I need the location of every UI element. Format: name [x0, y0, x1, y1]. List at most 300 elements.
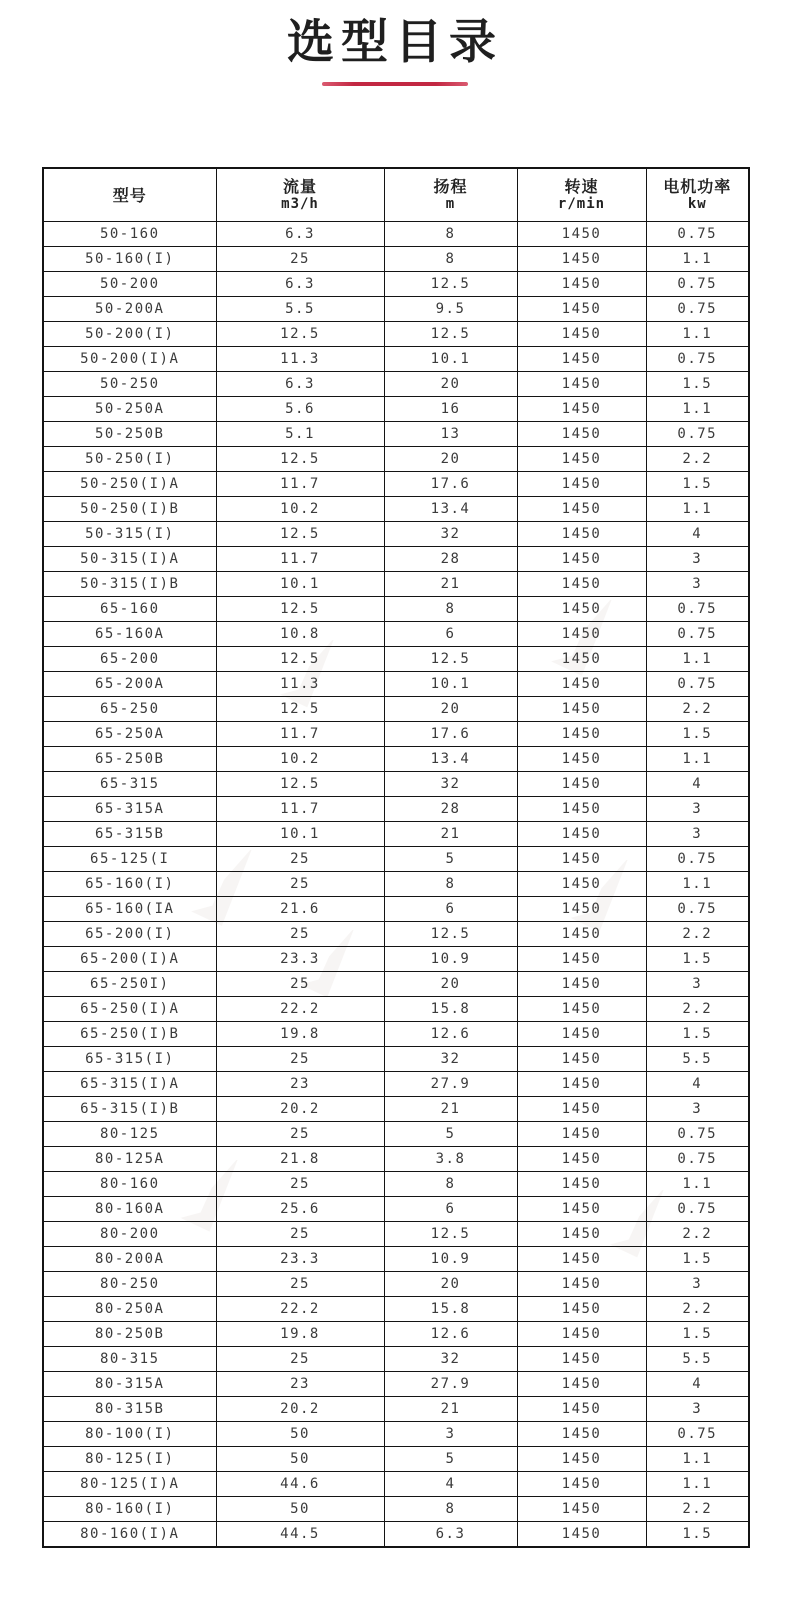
model-cell: 50-250(I) — [43, 447, 216, 472]
model-cell: 50-160(I) — [43, 247, 216, 272]
title-underline — [322, 82, 468, 86]
flow-cell: 25.6 — [216, 1197, 384, 1222]
head-cell: 6 — [384, 897, 517, 922]
speed-cell: 1450 — [517, 597, 646, 622]
speed-cell: 1450 — [517, 1247, 646, 1272]
header-model — [43, 168, 216, 222]
header-power-unit: kw — [687, 196, 707, 212]
head-cell: 20 — [384, 447, 517, 472]
head-cell: 5 — [384, 1447, 517, 1472]
table-row — [43, 547, 749, 572]
model-cell: 50-200 — [43, 272, 216, 297]
speed-cell: 1450 — [517, 772, 646, 797]
model-cell: 65-250B — [43, 747, 216, 772]
power-cell: 4 — [646, 772, 749, 797]
power-cell: 3 — [646, 547, 749, 572]
power-cell: 1.5 — [646, 722, 749, 747]
speed-cell: 1450 — [517, 247, 646, 272]
table-row — [43, 372, 749, 397]
model-cell: 50-315(I)B — [43, 572, 216, 597]
power-cell: 5.5 — [646, 1347, 749, 1372]
speed-cell: 1450 — [517, 322, 646, 347]
head-cell: 20 — [384, 1272, 517, 1297]
flow-cell: 25 — [216, 1047, 384, 1072]
flow-cell: 25 — [216, 1222, 384, 1247]
table-row — [43, 822, 749, 847]
head-cell: 20 — [384, 972, 517, 997]
power-cell: 3 — [646, 972, 749, 997]
table-row — [43, 1322, 749, 1347]
model-cell: 65-315(I) — [43, 1047, 216, 1072]
flow-cell: 23.3 — [216, 947, 384, 972]
speed-cell: 1450 — [517, 522, 646, 547]
flow-cell: 23.3 — [216, 1247, 384, 1272]
head-cell: 3.8 — [384, 1147, 517, 1172]
flow-cell: 10.2 — [216, 747, 384, 772]
speed-cell: 1450 — [517, 272, 646, 297]
head-cell: 5 — [384, 1122, 517, 1147]
flow-cell: 19.8 — [216, 1322, 384, 1347]
model-cell: 50-250A — [43, 397, 216, 422]
table-row — [43, 872, 749, 897]
speed-cell: 1450 — [517, 672, 646, 697]
table-row — [43, 747, 749, 772]
power-cell: 0.75 — [646, 422, 749, 447]
head-cell: 20 — [384, 697, 517, 722]
power-cell: 2.2 — [646, 922, 749, 947]
table-row — [43, 347, 749, 372]
flow-cell: 19.8 — [216, 1022, 384, 1047]
table-row — [43, 847, 749, 872]
speed-cell: 1450 — [517, 1172, 646, 1197]
power-cell: 2.2 — [646, 697, 749, 722]
flow-cell: 11.7 — [216, 722, 384, 747]
speed-cell: 1450 — [517, 222, 646, 247]
model-cell: 65-250I) — [43, 972, 216, 997]
speed-cell: 1450 — [517, 747, 646, 772]
head-cell: 8 — [384, 222, 517, 247]
header-head — [384, 168, 517, 222]
speed-cell: 1450 — [517, 822, 646, 847]
head-cell: 15.8 — [384, 997, 517, 1022]
power-cell: 1.1 — [646, 1172, 749, 1197]
table-row — [43, 897, 749, 922]
table-row — [43, 472, 749, 497]
flow-cell: 12.5 — [216, 447, 384, 472]
speed-cell: 1450 — [517, 397, 646, 422]
model-cell: 80-200 — [43, 1222, 216, 1247]
header-flow — [216, 168, 384, 222]
flow-cell: 25 — [216, 847, 384, 872]
head-cell: 13 — [384, 422, 517, 447]
flow-cell: 20.2 — [216, 1097, 384, 1122]
head-cell: 12.5 — [384, 647, 517, 672]
flow-cell: 11.7 — [216, 472, 384, 497]
head-cell: 28 — [384, 547, 517, 572]
power-cell: 4 — [646, 1372, 749, 1397]
speed-cell: 1450 — [517, 847, 646, 872]
table-row — [43, 1447, 749, 1472]
head-cell: 10.1 — [384, 347, 517, 372]
flow-cell: 50 — [216, 1422, 384, 1447]
power-cell: 1.5 — [646, 472, 749, 497]
speed-cell: 1450 — [517, 1472, 646, 1497]
header-power-label: 电机功率 — [663, 177, 732, 196]
model-cell: 50-200A — [43, 297, 216, 322]
power-cell: 0.75 — [646, 597, 749, 622]
flow-cell: 25 — [216, 1172, 384, 1197]
table-row — [43, 447, 749, 472]
head-cell: 8 — [384, 1497, 517, 1522]
flow-cell: 25 — [216, 1272, 384, 1297]
speed-cell: 1450 — [517, 1097, 646, 1122]
table-row — [43, 1372, 749, 1397]
head-cell: 10.1 — [384, 672, 517, 697]
power-cell: 2.2 — [646, 447, 749, 472]
flow-cell: 25 — [216, 872, 384, 897]
head-cell: 12.6 — [384, 1022, 517, 1047]
speed-cell: 1450 — [517, 1047, 646, 1072]
head-cell: 12.5 — [384, 1222, 517, 1247]
model-cell: 50-250B — [43, 422, 216, 447]
speed-cell: 1450 — [517, 347, 646, 372]
table-row — [43, 947, 749, 972]
power-cell: 1.5 — [646, 1322, 749, 1347]
model-cell: 50-200(I)A — [43, 347, 216, 372]
flow-cell: 50 — [216, 1447, 384, 1472]
model-cell: 80-125A — [43, 1147, 216, 1172]
power-cell: 1.5 — [646, 1522, 749, 1548]
speed-cell: 1450 — [517, 1322, 646, 1347]
header-power — [646, 168, 749, 222]
model-cell: 50-250(I)B — [43, 497, 216, 522]
model-cell: 65-315(I)B — [43, 1097, 216, 1122]
flow-cell: 22.2 — [216, 1297, 384, 1322]
flow-cell: 44.5 — [216, 1522, 384, 1548]
model-cell: 65-315 — [43, 772, 216, 797]
table-row — [43, 672, 749, 697]
speed-cell: 1450 — [517, 1397, 646, 1422]
header-flow-unit: m3/h — [281, 196, 319, 212]
model-cell: 80-125(I) — [43, 1447, 216, 1472]
flow-cell: 10.1 — [216, 822, 384, 847]
table-row — [43, 1422, 749, 1447]
power-cell: 1.5 — [646, 1022, 749, 1047]
model-cell: 65-250(I)B — [43, 1022, 216, 1047]
power-cell: 2.2 — [646, 1297, 749, 1322]
speed-cell: 1450 — [517, 1347, 646, 1372]
flow-cell: 11.3 — [216, 347, 384, 372]
speed-cell: 1450 — [517, 1372, 646, 1397]
table-row — [43, 622, 749, 647]
flow-cell: 21.8 — [216, 1147, 384, 1172]
flow-cell: 22.2 — [216, 997, 384, 1022]
power-cell: 1.1 — [646, 647, 749, 672]
power-cell: 0.75 — [646, 1147, 749, 1172]
speed-cell: 1450 — [517, 1022, 646, 1047]
head-cell: 6 — [384, 1197, 517, 1222]
page-title: 选型目录 — [287, 15, 503, 70]
power-cell: 1.1 — [646, 1447, 749, 1472]
speed-cell: 1450 — [517, 972, 646, 997]
flow-cell: 12.5 — [216, 597, 384, 622]
table-row — [43, 1072, 749, 1097]
flow-cell: 11.3 — [216, 672, 384, 697]
head-cell: 5 — [384, 847, 517, 872]
head-cell: 32 — [384, 772, 517, 797]
model-cell: 65-200 — [43, 647, 216, 672]
flow-cell: 21.6 — [216, 897, 384, 922]
flow-cell: 10.2 — [216, 497, 384, 522]
flow-cell: 10.8 — [216, 622, 384, 647]
table-row — [43, 1347, 749, 1372]
power-cell: 0.75 — [646, 1422, 749, 1447]
flow-cell: 6.3 — [216, 372, 384, 397]
head-cell: 16 — [384, 397, 517, 422]
model-cell: 80-250A — [43, 1297, 216, 1322]
speed-cell: 1450 — [517, 722, 646, 747]
model-cell: 65-160(I) — [43, 872, 216, 897]
model-cell: 50-315(I)A — [43, 547, 216, 572]
speed-cell: 1450 — [517, 472, 646, 497]
flow-cell: 12.5 — [216, 322, 384, 347]
speed-cell: 1450 — [517, 1297, 646, 1322]
flow-cell: 12.5 — [216, 697, 384, 722]
head-cell: 13.4 — [384, 497, 517, 522]
speed-cell: 1450 — [517, 372, 646, 397]
model-cell: 80-315B — [43, 1397, 216, 1422]
flow-cell: 25 — [216, 247, 384, 272]
head-cell: 15.8 — [384, 1297, 517, 1322]
power-cell: 1.1 — [646, 397, 749, 422]
header-flow-label: 流量 — [282, 177, 317, 196]
table-row — [43, 522, 749, 547]
table-row — [43, 1122, 749, 1147]
table-row — [43, 697, 749, 722]
table-row — [43, 322, 749, 347]
model-cell: 65-125(I — [43, 847, 216, 872]
flow-cell: 50 — [216, 1497, 384, 1522]
head-cell: 12.5 — [384, 322, 517, 347]
model-cell: 50-250 — [43, 372, 216, 397]
table-row — [43, 1247, 749, 1272]
model-cell: 65-200(I)A — [43, 947, 216, 972]
header-speed-label: 转速 — [564, 177, 599, 196]
speed-cell: 1450 — [517, 997, 646, 1022]
speed-cell: 1450 — [517, 897, 646, 922]
power-cell: 0.75 — [646, 847, 749, 872]
head-cell: 8 — [384, 597, 517, 622]
table-row — [43, 1022, 749, 1047]
flow-cell: 25 — [216, 1347, 384, 1372]
table-row — [43, 1172, 749, 1197]
table-row — [43, 222, 749, 247]
power-cell: 2.2 — [646, 1497, 749, 1522]
table-row — [43, 297, 749, 322]
power-cell: 3 — [646, 1097, 749, 1122]
model-cell: 65-160 — [43, 597, 216, 622]
flow-cell: 11.7 — [216, 547, 384, 572]
speed-cell: 1450 — [517, 622, 646, 647]
head-cell: 6 — [384, 622, 517, 647]
speed-cell: 1450 — [517, 447, 646, 472]
table-row — [43, 597, 749, 622]
model-cell: 50-250(I)A — [43, 472, 216, 497]
model-cell: 80-315A — [43, 1372, 216, 1397]
table-row — [43, 422, 749, 447]
model-cell: 80-125(I)A — [43, 1472, 216, 1497]
speed-cell: 1450 — [517, 1497, 646, 1522]
head-cell: 8 — [384, 1172, 517, 1197]
table-row — [43, 972, 749, 997]
table-row — [43, 1097, 749, 1122]
header-speed — [517, 168, 646, 222]
head-cell: 17.6 — [384, 472, 517, 497]
header-head-unit: m — [445, 196, 456, 212]
speed-cell: 1450 — [517, 1072, 646, 1097]
model-cell: 80-125 — [43, 1122, 216, 1147]
flow-cell: 25 — [216, 1122, 384, 1147]
flow-cell: 12.5 — [216, 522, 384, 547]
table-row — [43, 1497, 749, 1522]
model-cell: 50-200(I) — [43, 322, 216, 347]
flow-cell: 6.3 — [216, 222, 384, 247]
table-row — [43, 1397, 749, 1422]
head-cell: 32 — [384, 1047, 517, 1072]
head-cell: 21 — [384, 822, 517, 847]
model-cell: 80-315 — [43, 1347, 216, 1372]
speed-cell: 1450 — [517, 797, 646, 822]
head-cell: 12.5 — [384, 922, 517, 947]
speed-cell: 1450 — [517, 1222, 646, 1247]
speed-cell: 1450 — [517, 1422, 646, 1447]
table-body — [43, 222, 749, 1548]
flow-cell: 44.6 — [216, 1472, 384, 1497]
power-cell: 0.75 — [646, 672, 749, 697]
flow-cell: 12.5 — [216, 647, 384, 672]
table-row — [43, 1197, 749, 1222]
flow-cell: 5.1 — [216, 422, 384, 447]
table-row — [43, 1472, 749, 1497]
speed-cell: 1450 — [517, 697, 646, 722]
model-cell: 65-160A — [43, 622, 216, 647]
table-row — [43, 397, 749, 422]
speed-cell: 1450 — [517, 572, 646, 597]
flow-cell: 25 — [216, 922, 384, 947]
model-cell: 65-315(I)A — [43, 1072, 216, 1097]
table-row — [43, 1147, 749, 1172]
flow-cell: 23 — [216, 1372, 384, 1397]
speed-cell: 1450 — [517, 1272, 646, 1297]
table-row — [43, 1047, 749, 1072]
flow-cell: 12.5 — [216, 772, 384, 797]
selection-table — [42, 167, 750, 1548]
speed-cell: 1450 — [517, 922, 646, 947]
power-cell: 0.75 — [646, 347, 749, 372]
power-cell: 0.75 — [646, 897, 749, 922]
power-cell: 4 — [646, 1072, 749, 1097]
head-cell: 13.4 — [384, 747, 517, 772]
table-row — [43, 997, 749, 1022]
model-cell: 50-315(I) — [43, 522, 216, 547]
power-cell: 0.75 — [646, 222, 749, 247]
speed-cell: 1450 — [517, 1522, 646, 1548]
power-cell: 1.1 — [646, 872, 749, 897]
head-cell: 27.9 — [384, 1372, 517, 1397]
head-cell: 10.9 — [384, 947, 517, 972]
model-cell: 80-160(I)A — [43, 1522, 216, 1548]
flow-cell: 5.5 — [216, 297, 384, 322]
header-model-label: 型号 — [112, 185, 147, 205]
power-cell: 1.1 — [646, 247, 749, 272]
power-cell: 4 — [646, 522, 749, 547]
power-cell: 2.2 — [646, 1222, 749, 1247]
head-cell: 27.9 — [384, 1072, 517, 1097]
head-cell: 32 — [384, 1347, 517, 1372]
power-cell: 1.5 — [646, 947, 749, 972]
model-cell: 65-315B — [43, 822, 216, 847]
flow-cell: 20.2 — [216, 1397, 384, 1422]
model-cell: 65-200(I) — [43, 922, 216, 947]
power-cell: 1.1 — [646, 322, 749, 347]
speed-cell: 1450 — [517, 947, 646, 972]
header-head-label: 扬程 — [433, 177, 468, 196]
speed-cell: 1450 — [517, 1447, 646, 1472]
flow-cell: 23 — [216, 1072, 384, 1097]
table-row — [43, 1522, 749, 1548]
head-cell: 28 — [384, 797, 517, 822]
head-cell: 9.5 — [384, 297, 517, 322]
power-cell: 2.2 — [646, 997, 749, 1022]
power-cell: 0.75 — [646, 272, 749, 297]
head-cell: 20 — [384, 372, 517, 397]
speed-cell: 1450 — [517, 422, 646, 447]
model-cell: 65-250(I)A — [43, 997, 216, 1022]
head-cell: 8 — [384, 247, 517, 272]
head-cell: 6.3 — [384, 1522, 517, 1548]
power-cell: 1.5 — [646, 1247, 749, 1272]
flow-cell: 6.3 — [216, 272, 384, 297]
head-cell: 21 — [384, 1097, 517, 1122]
speed-cell: 1450 — [517, 1197, 646, 1222]
speed-cell: 1450 — [517, 497, 646, 522]
model-cell: 80-200A — [43, 1247, 216, 1272]
table-row — [43, 1272, 749, 1297]
table-header-row — [43, 168, 749, 222]
table-row — [43, 772, 749, 797]
power-cell: 5.5 — [646, 1047, 749, 1072]
model-cell: 80-250B — [43, 1322, 216, 1347]
table-row — [43, 272, 749, 297]
power-cell: 1.1 — [646, 747, 749, 772]
model-cell: 80-160A — [43, 1197, 216, 1222]
speed-cell: 1450 — [517, 1147, 646, 1172]
head-cell: 17.6 — [384, 722, 517, 747]
flow-cell: 25 — [216, 972, 384, 997]
header-speed-unit: r/min — [557, 196, 606, 212]
model-cell: 80-160 — [43, 1172, 216, 1197]
speed-cell: 1450 — [517, 1122, 646, 1147]
table-row — [43, 647, 749, 672]
head-cell: 12.5 — [384, 272, 517, 297]
head-cell: 10.9 — [384, 1247, 517, 1272]
model-cell: 65-250A — [43, 722, 216, 747]
speed-cell: 1450 — [517, 297, 646, 322]
head-cell: 3 — [384, 1422, 517, 1447]
flow-cell: 5.6 — [216, 397, 384, 422]
speed-cell: 1450 — [517, 647, 646, 672]
power-cell: 3 — [646, 822, 749, 847]
